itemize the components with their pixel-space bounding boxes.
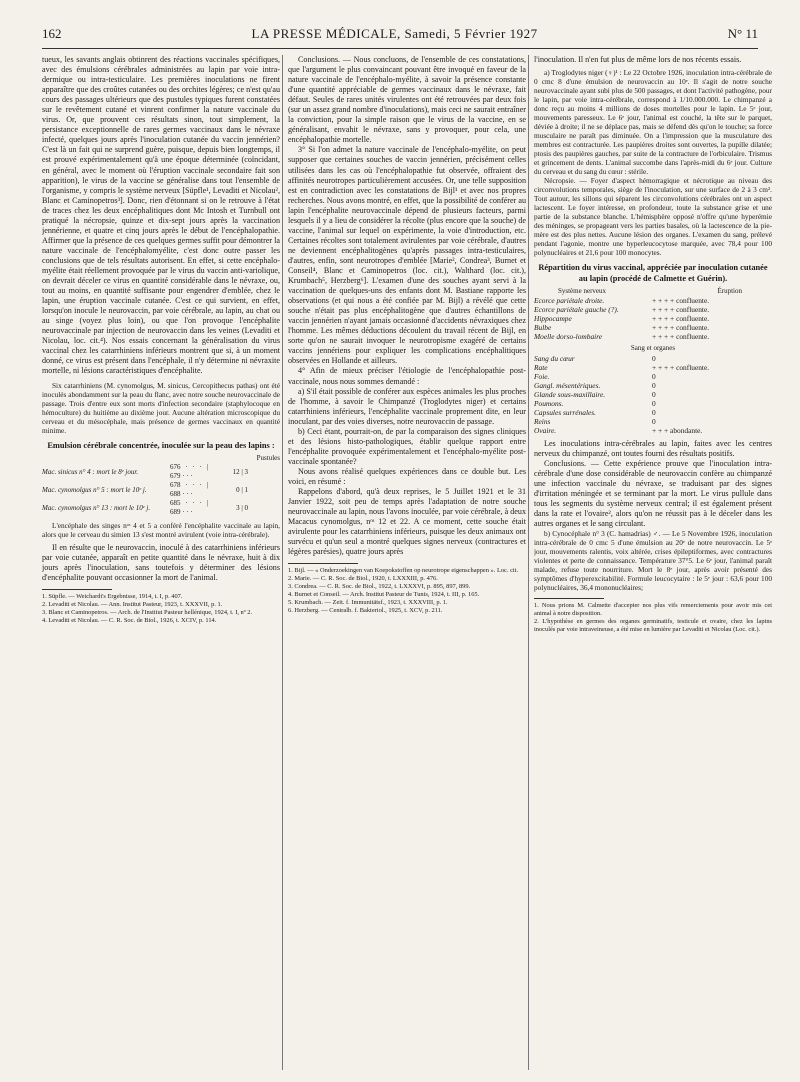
table-cell: Rate [534,363,548,373]
footnote-rule [288,563,358,564]
table-header [534,287,772,296]
body-paragraph: Conclusions. — Cette expérience prouve que l'inoculation intra-cérébrale d'une dose considérable de neurovaccin confère au chimpanzé une infection vaccinale du névraxe, se traduisant par des signes d'irritation méningée et se terminant par la mort. Le virus pullule dans tous les segments du système nerveux central; il est également présent dans la rate et l'ovaire², alors qu'on ne réussit pas à le déceler dans les autres organes et le sang circulant. [534,459,772,529]
table-cell: Ecorce pariétale droite. [534,296,605,306]
table-cell: 0 [652,381,656,391]
table-cell: 676 · · · | 679 · · · [170,463,208,480]
table-row [534,305,772,314]
table-cell: Hippocampe [534,314,572,324]
body-paragraph: a) Troglodytes niger (♀)¹ : Le 22 Octobre 1926, inoculation intra-cérébrale de 0 cmc 8 d'une émulsion de neurovaccin au 10ᵉ. Il s'agit de notre souche neurovaccinale ayant subi plus de 500 passages, et dont l'activité pathogène, pour le lapin, par voie intra-cérébrale, correspond à 1/10.000.000. Le chimpanzé a donc reçu au moins 4 millions de doses mortelles pour le lapin. Le 5ᵉ jour, mouvements paresseux. Le 6ᵉ jour, l'animal est couché, la tête sur le parquet, déviée à droite; il ne se déplace pas, mais se défend dès qu'on le touche; sa force musculaire ne paraît pas diminuée. On a l'impression que la musculature des membres est contracturée. Les paupières droites sont ouvertes, la pupille dilatée; ptosis des paupières gauches, par suite de la contracture de l'orbiculaire. Trismus et grincement de dents. L'animal succombe dans l'après-midi du 6ᵉ jour. Culture du cerveau et du sang du cœur : stérile. [534,68,772,177]
distribution-table [534,287,772,435]
column-1 [42,55,280,625]
table-row [534,354,772,363]
table-row [534,417,772,426]
body-paragraph: tueux, les savants anglais obtinrent des réactions vaccinales spécifiques, avec des émulsions cérébrales administrées au lapin par voie intra-dermique ou intra-testiculaire. Les premières inoculations ne firent apparaître que des croûtes cutanées ou des orchites légères; ce n'est qu'au cours des passages ultérieurs que des pustules typiques furent constatées sur le revêtement cutané et vinrent confirmer la nature vaccinale du virus. Or, que prouvent ces résultats sinon, tout simplement, la persistance exceptionnelle de rares germes vaccinaux dans le névraxe infecté, quelques jours après l'inoculation cutanée du vaccin jennérien? C'est là un fait qui ne surprend guère, puisque, depuis bien longtemps, il est prouvé expérimentalement qu'à une époque déterminée (coïncidant, en général, avec le moment où l'éruption vaccinale secondaire fait son apparition), le virus de la vaccine se généralise dans tout l'ensemble de l'organisme, y compris le système nerveux [Süpfle¹, Levaditi et Nicolau², Blanc et Caminopetros³]. Donc, rien d'étonnant si on le retrouve à l'état de traces chez les deux encéphalitiques dont Mc Intosh et Turnbull ont pratiqué la nécropsie, quinze et dix-sept jours après la vaccination jennérienne, et quatre et cinq jours après le début de l'encéphalopathie. Affirmer que la présence de ces quelques germes suffit pour démontrer la nature vaccinale de l'encéphalomyélite, c'est donc outre passer les conclusions que de tels résultats autorisent. En effet, si cette encéphalo-myélite était réellement provoquée par le virus du vaccin anti-variolique, on devrait déceler ce virus en quantité considérable dans le névraxe, ou, tout au moins, en quantité suffisante pour engendrer d'emblée, chez le lapin, une éruption vaccinale cutanée. C'est ce qui survient, en effet, lorsqu'on inocule le neurovaccin, par voie cérébrale, au lapin, au chat ou au singe (voyez plus loin), ou que l'on provoque l'encéphalite neurovaccinale par injection de neurovaccin dans les veines (Levaditi et Nicolau, loc. cit.⁴). Nos essais concernant la généralisation du virus vaccinal chez les catarrhiniens inférieurs montrent que si, à un moment donné, ce virus est présent dans l'encéphale, il n'y détermine ni névraxite mortelle, ni lésions caractéristiques d'encéphalite. [42,55,280,376]
footnote: 2. Levaditi et Nicolau. — Ann. Institut Pasteur, 1923, t. XXXVII, p. 1. [42,601,223,609]
table-cell: Moelle dorso-lombaire [534,332,603,342]
issue-number: N° 11 [727,26,758,41]
body-paragraph: Les inoculations intra-cérébrales au lapin, faites avec les centres nerveux du chimpanzé, ont toutes fourni des résultats positifs. [534,439,772,459]
footnote: 1. Nous prions M. Calmette d'accepter nos plus vifs remerciements pour avoir mis cet animal à notre disposition. [534,602,772,618]
table-cell: 0 [652,390,656,400]
table-header-cell: Système nerveux [558,287,607,296]
table-cell: 0 [652,354,656,364]
pustules-table [42,454,280,517]
header-rule [42,48,758,49]
table-cell: Sang du cœur [534,354,575,364]
table-row [534,426,772,435]
column-2 [288,55,526,615]
table-cell: Ovaire. [534,426,557,436]
table-cell: 678 · · · | 688 · · · [170,481,208,498]
table-cell: 0 [652,408,656,418]
table-row [534,363,772,372]
table-cell: + + + abondante. [652,426,703,436]
table-cell: 12 | 3 [232,467,248,476]
table-cell: + + + + confluente. [652,332,710,342]
body-paragraph: l'inoculation. Il n'en fut plus de même lors de nos récents essais. [534,55,742,64]
table-header: Pustules [256,454,280,462]
table-cell: Mac. cynomolgus n° 5 : mort le 10ᵉ j. [42,485,147,494]
table-cell: 3 | 0 [236,503,248,512]
footnote: 2. Marie. — C. R. Soc. de Biol., 1920, t. LXXXIII, p. 476. [288,575,438,583]
body-paragraph: a) S'il était possible de conférer aux espèces animales les plus proches de l'homme, à savoir le Chimpanzé (Troglodytes niger) et certains catarrhiniens inférieurs, l'encéphalite vaccinale proprement dite, en leur inoculant, par des voies diverses, notre neurovaccin de passage. [288,386,526,426]
table-row [534,296,772,305]
body-paragraph: 4° Afin de mieux préciser l'étiologie de l'encéphalopathie post-vaccinale, nous nous sommes demandé : [288,366,526,386]
table-cell: + + + + confluente. [652,363,710,373]
table-row [534,399,772,408]
footnote: 2. L'hypothèse en germes des organes germinatifs, testicule et ovaire, chez les lapins inoculés par voie intraveineuse, a été mise en lumière par Levaditi et Nicolau (Loc. cit.). [534,618,772,634]
journal-title: LA PRESSE MÉDICALE, Samedi, 5 Février 1927 [251,26,538,41]
footnote: 3. Condrea. — C. R. Soc. de Biol., 1922, t. LXXXVI, p. 895, 897, 899. [288,583,471,591]
footnotes [42,593,280,625]
footnote: 1. Süpfle. — Weichardt's Ergebnisse, 1914, t. I, p. 407. [42,593,183,601]
table-cell: 0 | 1 [236,485,248,494]
footnote-rule [534,598,604,599]
table-row [42,463,280,481]
table-cell: + + + + confluente. [652,296,710,306]
table-row [534,372,772,381]
footnote: 4. Levaditi et Nicolau. — C. R. Soc. de Biol., 1926, t. XCIV, p. 114. [42,617,217,625]
table-row [534,390,772,399]
table-cell: Ecorce pariétale gauche (?). [534,305,619,315]
table-cell: + + + + confluente. [652,323,710,333]
table-row [534,408,772,417]
footnotes [534,602,772,634]
body-paragraph: Six catarrhiniens (M. cynomolgus, M. sinicus, Cercopithecus pathas) ont été inoculés abondamment sur la peau du flanc, avec notre souche neurovaccinale de passage. Trois d'entre eux sont morts d'infection secondaire (staphylocoque en hémoculture) du huitième au dixième jour. Aucune altération microscopique du cerveau et du mésocéphale, mais présence de germes vaccinaux en quantité minime. [42,380,280,435]
table-row [534,332,772,341]
table-cell: Glande sous-maxillaire. [534,390,606,400]
table-cell: Poumons. [534,399,564,409]
table-cell: 0 [652,372,656,382]
page-header [42,26,758,44]
table-subheader: Sang et organes [630,344,676,353]
table-cell: 685 · · · | 689 · · · [170,499,208,516]
body-paragraph: 3° Si l'on admet la nature vaccinale de l'encéphalo-myélite, on peut supposer que certaines souches de vaccin jennérien, précisément celles utilisées dans les cas où l'encéphalopathie fut observée, offraient des affinités neurotropes particulièrement accusées. Or, une telle supposition est en contradiction avec les constatations de Bijl¹ et avec nos propres recherches. Nous avons montré, en effet, que la possibilité de conférer au lapin l'encéphalite neurovaccinale dépend de plusieurs facteurs, parmi lesquels il y a lieu de considérer la récolte (plus encore que la souche) de vaccine, l'animal sur lequel on expérimente, la voie d'introduction, etc. Certaines récoltes sont totalement avirulentes par voie cérébrale, d'autres ne deviennent encéphalitogènes qu'après passages intra-testiculaires, d'autres, enfin, sont neurotropes d'emblée [Marie², Condrea³, Burnet et Conseil⁴, Blanc et Caminopetros (loc. cit.), Walthard (loc. cit.), Krumbach⁵, Herzberg⁶]. L'examen d'une des souches ayant servi à la vaccination de quelques-uns des enfants dont M. Bastiane rapporte les observations (et qui nous a été confiée par M. Bijl) a révélé que cette souche n'était pas plus encéphalitogène que d'autres échantillons de vaccin jennérien n'ayant jamais occasionné d'accidents névraxiques chez l'homme. Les mêmes déductions découlent du travail récent de Bijl, en sorte qu'on ne saurait invoquer le neurotropisme exagéré de certains vaccins jennériens pour expliquer les complications encéphalitiques observées en Hollande et ailleurs. [288,145,526,366]
body-paragraph: Rappelons d'abord, qu'à deux reprises, le 5 Juillet 1921 et le 31 Janvier 1922, soit peu de temps après l'adaptation de notre souche neurovaccinale au lapin, nous l'avons inoculée, par voie cérébrale, à deux Macacus cynomolgus, nᵒˢ 12 et 22. A ce moment, cette souche était avirulente pour les catarrhiniens inférieurs, puisque les deux animaux ont survécu et qu'un seul a montré quelques signes nerveux (contractures et légères parésies), quatre jours après [288,487,526,557]
table-title: Répartition du virus vaccinal, appréciée par inoculation cutanée au lapin (procédé de Calmette et Guérin). [538,263,768,283]
table-row [42,481,280,499]
table-title: Emulsion cérébrale concentrée, inoculée sur la peau des lapins : [47,440,275,450]
body-paragraph: b) Ceci étant, pourrait-on, de par la comparaison des signes cliniques et des lésions histo-pathologiques, établir quelque rapport entre l'encéphalite provoquée expérimentalement et l'encéphalo-myélite post-vaccinale spontanée? [288,426,526,466]
footnote-rule [42,589,112,590]
table-row [534,381,772,390]
table-cell: 0 [652,417,656,427]
footnote: 3. Blanc et Caminopetros. — Arch. de l'Institut Pasteur hellénique, 1924, t. I, nº 2. [42,609,253,617]
footnotes [288,567,526,615]
body-paragraph: Conclusions. — Nous concluons, de l'ensemble de ces constatations, que l'argument le plus convaincant pouvant être invoqué en faveur de la nature vaccinale de l'encéphalo-myélite, à savoir la présence constante d'une quantité appréciable de germes vaccinaux dans le névraxe, fait défaut. Seules de rares unités virulentes ont été retrouvées par deux fois (sur un assez grand nombre d'inoculations), mais ceci ne saurait entraîner la conviction, pour la simple raison que le virus de la vaccine, en se généralisant, envahit le névraxe, sans y provoquer, pour cela, une encéphalopathie mortelle. [288,55,526,145]
table-cell: Mac. cynomolgus n° 13 : mort le 10ᵉ j. [42,503,151,512]
table-row [534,314,772,323]
body-paragraph: L'encéphale des singes nᵒˢ 4 et 5 a conféré l'encéphalite vaccinale au lapin, alors que le cerveau du simien 13 s'est montré avirulent (voie intra-cérébrale). [42,521,280,539]
footnote: 4. Burnet et Conseil. — Arch. Institut Pasteur de Tunis, 1924, t. III, p. 165. [288,591,480,599]
footnote: 1. Bijl. — « Onderzoekingen van Koepokstoffen op neurotrope eigenschappen ». Loc. cit. [288,567,519,575]
page-number: 162 [42,26,62,41]
table-cell: Capsules surrénales. [534,408,597,418]
body-paragraph: b) Cynocéphale n° 3 (C. hamadrias) ♂. — Le 5 Novembre 1926, inoculation intra-cérébrale de 0 cmc 5 d'une émulsion au 20ᵉ de notre neurovaccin. Le 5ᵉ jour, mouvements ralentis, voix altérée, crises épileptiformes, avec contractures violentes et perte de connaissance. Température 37°5. Le 6ᵉ jour, l'animal paraît malade, refuse toute nourriture. Mort le 8ᵉ jour, après avoir présenté des symptômes d'hyperexcitabilité. Formule leucocytaire : le 5ᵉ jour : 63,6 pour 100 polynucléaires, 36,4 mononucléaires; [534,529,772,593]
table-row [534,323,772,332]
footnote: 6. Herzberg. — Centralb. f. Bakteriol., 1925, t. XCV, p. 211. [288,607,443,615]
table-header-cell: Éruption [717,287,742,296]
table-cell: Foie. [534,372,550,382]
body-paragraph: Nous avons réalisé quelques expériences dans ce double but. Les voici, en résumé : [288,466,526,486]
table-cell: Bulbe [534,323,552,333]
table-cell: Reins [534,417,551,427]
column-divider [282,55,283,1070]
table-cell: + + + + confluente. [652,314,710,324]
table-cell: + + + + confluente. [652,305,710,315]
footnote: 5. Krumbach. — Zeit. f. Immunitätsf., 1923, t. XXXVIII, p. 1. [288,599,448,607]
column-3 [534,55,772,634]
table-cell: 0 [652,399,656,409]
column-divider [528,55,529,1070]
body-paragraph: Il en résulte que le neurovaccin, inoculé à des catarrhiniens inférieurs par voie cutanée, apparaît en petite quantité dans le névraxe, huit à dix jours après l'inoculation, sans toutefois y déterminer des lésions d'encéphalite pouvant occasionner la mort de l'animal. [42,543,280,583]
table-row [42,499,280,517]
table-cell: Gangl. mésentériques. [534,381,601,391]
body-paragraph: Nécropsie. — Foyer d'aspect hémorragique et nécrotique au niveau des circonvolutions temporales, siège de l'inoculation, sur une surface de 2 à 3 cm². Tout autour, les sillons qui séparent les circonvolutions cérébrales ont un aspect lactescent. Le foyer intéresse, en profondeur, toute la substance grise et une partie de la substance blanche. L'hémisphère opposé n'offre qu'une hyperémie des méninges, se propageant vers les parties basales, où la lactescence de la pie-mère est des plus nettes. Aucune lésion des organes. L'examen du sang, prélevé pendant l'agonie, montre une hyperleucocytose marquée, avec 78,4 pour 100 polynucléaires et 21,6 pour 100 monocytes. [534,176,772,258]
table-cell: Mac. sinicus n° 4 : mort le 8ᵉ jour. [42,467,139,476]
